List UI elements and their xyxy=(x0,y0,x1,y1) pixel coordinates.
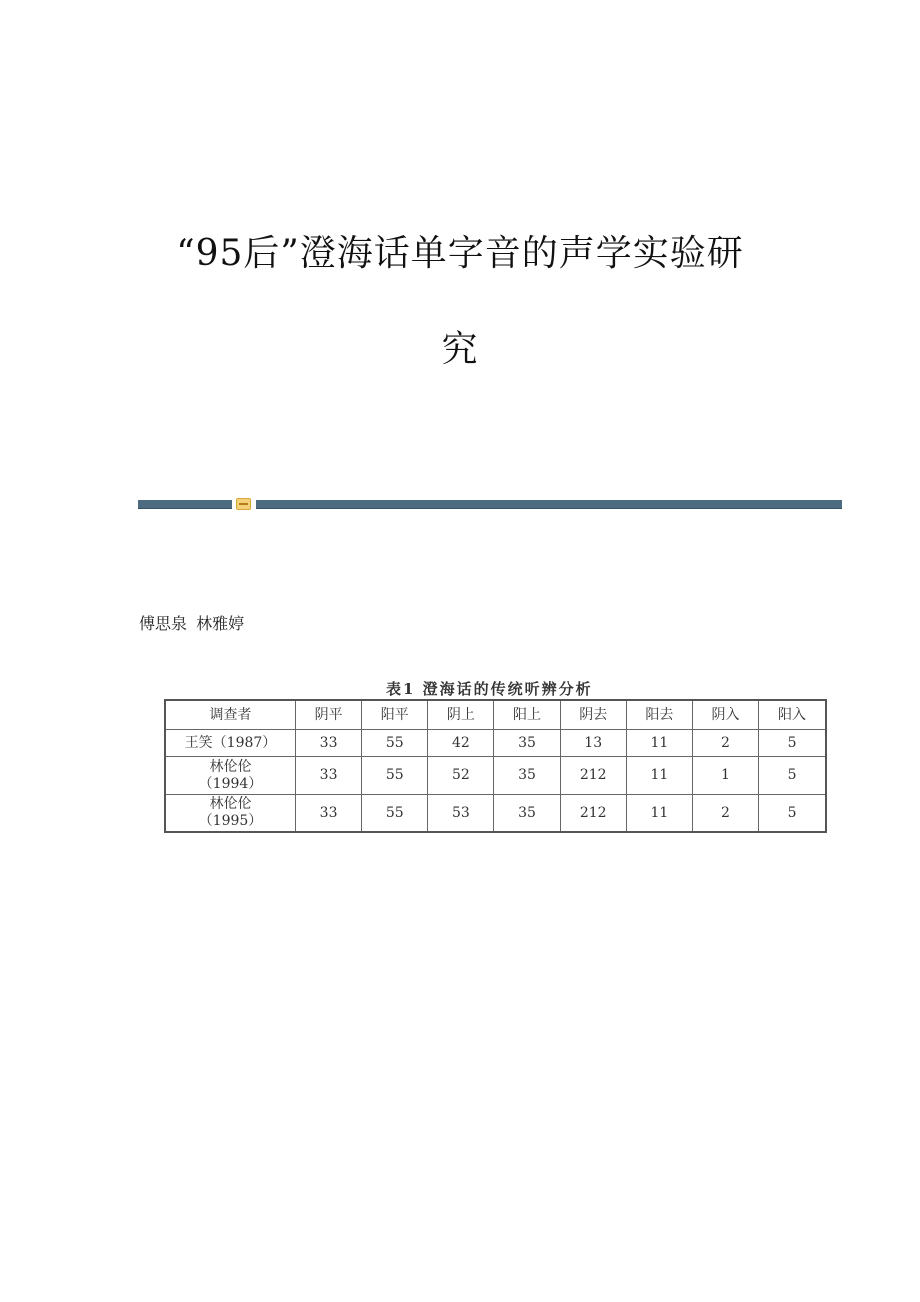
table-cell: 11 xyxy=(626,730,692,757)
table-cell: 33 xyxy=(296,730,362,757)
document-title-line-2: 究 xyxy=(441,329,479,370)
divider-bar-right xyxy=(256,500,842,509)
table-header-row xyxy=(165,700,826,730)
divider-bar-left xyxy=(138,500,232,509)
table-cell: 33 xyxy=(296,757,362,795)
table-row xyxy=(165,730,826,757)
header-cell: 阴平 xyxy=(296,700,362,730)
table-cell: 35 xyxy=(494,795,560,833)
table-cell: 2 xyxy=(692,795,758,833)
table-cell: 5 xyxy=(759,795,826,833)
header-cell: 阳上 xyxy=(494,700,560,730)
table-cell: 1 xyxy=(692,757,758,795)
authors: 傅思泉 林雅婷 xyxy=(139,614,245,633)
investigator-name: 林伦伦 xyxy=(209,758,252,775)
tone-analysis-table xyxy=(164,699,827,833)
table-row xyxy=(165,757,826,795)
table-cell: 2 xyxy=(692,730,758,757)
table-cell: 55 xyxy=(362,757,428,795)
table-cell: 55 xyxy=(362,795,428,833)
investigator-cell xyxy=(165,795,296,833)
title-divider xyxy=(138,498,842,510)
table-cell: 53 xyxy=(428,795,494,833)
header-cell: 阴去 xyxy=(560,700,626,730)
divider-ornament-icon xyxy=(236,498,251,510)
table-cell: 35 xyxy=(494,730,560,757)
header-cell: 阴上 xyxy=(428,700,494,730)
table-cell: 52 xyxy=(428,757,494,795)
header-cell: 阳去 xyxy=(626,700,692,730)
table-cell: 35 xyxy=(494,757,560,795)
table-cell: 13 xyxy=(560,730,626,757)
header-cell: 调查者 xyxy=(165,700,296,730)
table-row xyxy=(165,795,826,833)
header-cell: 阴入 xyxy=(692,700,758,730)
table-cell: 212 xyxy=(560,795,626,833)
document-title-line-1: “95后”澄海话单字音的声学实验研 xyxy=(176,233,744,274)
table-cell: 212 xyxy=(560,757,626,795)
table-cell: 5 xyxy=(759,730,826,757)
investigator-name: 王笑（1987） xyxy=(184,734,277,751)
table-caption: 表1 澄海话的传统听辨分析 xyxy=(386,680,593,698)
table-cell: 55 xyxy=(362,730,428,757)
investigator-name: 林伦伦 xyxy=(209,796,252,812)
header-cell: 阳入 xyxy=(759,700,826,730)
table-cell: 11 xyxy=(626,757,692,795)
investigator-cell xyxy=(165,757,296,795)
table-cell: 11 xyxy=(626,795,692,833)
investigator-cell xyxy=(165,730,296,757)
investigator-year: （1995） xyxy=(198,813,263,829)
table-cell: 5 xyxy=(759,757,826,795)
table-cell: 42 xyxy=(428,730,494,757)
table-cell: 33 xyxy=(296,795,362,833)
header-cell: 阳平 xyxy=(362,700,428,730)
investigator-year: （1994） xyxy=(198,775,263,792)
